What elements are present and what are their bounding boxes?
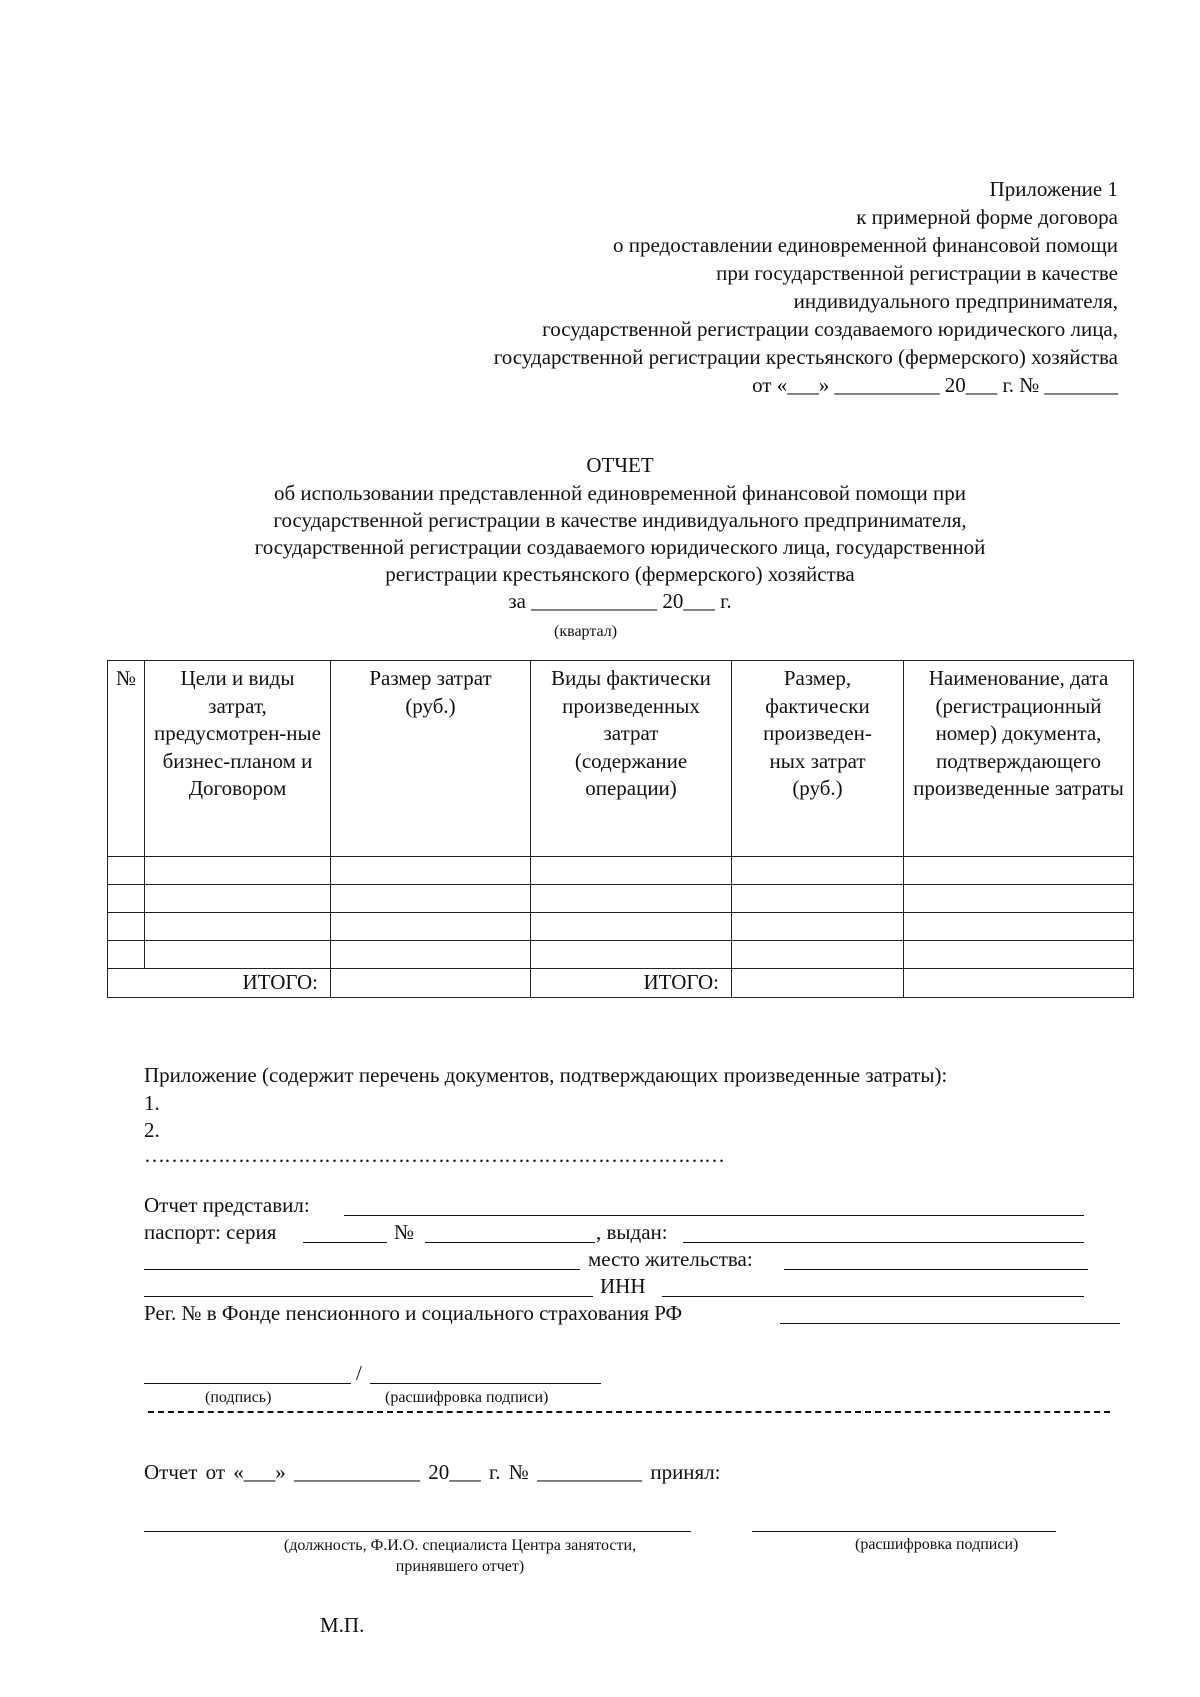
table-cell[interactable] [331,913,531,941]
residence-label: место жительства: [588,1247,753,1271]
table-cell[interactable] [331,885,531,913]
column-header: Наименование, дата (регистрационный номер) документа, подтверждающего произведенные затраты [904,661,1134,857]
presented-field[interactable] [344,1215,1084,1216]
inn-field[interactable] [662,1296,1084,1297]
column-header: Виды фактически произведенных затрат (содержание операции) [531,661,732,857]
appendix-item: 2. [144,1118,160,1142]
title-line: об использовании представленной единовременной финансовой помощи при [273,481,967,505]
expenses-table [107,660,1134,998]
signature-caption: (подпись) [205,1389,272,1406]
total-label: ИТОГО: [531,969,732,998]
passport-series-label: паспорт: серия [144,1220,277,1244]
inn-label: ИНН [600,1274,646,1298]
table-cell[interactable] [531,857,732,885]
acceptance-line: Отчет от «___» ____________ 20___ г. № __________ принял: [144,1460,721,1484]
pension-fund-reg-label: Рег. № в Фонде пенсионного и социального страхования РФ [144,1301,683,1325]
header-line: при государственной регистрации в качестве [716,261,1118,285]
specialist-decoding-field[interactable] [752,1531,1056,1532]
table-cell[interactable] [145,885,331,913]
header-line: о предоставлении единовременной финансовой помощи [613,233,1118,257]
title-line: регистрации крестьянского (фермерского) хозяйства [385,562,855,586]
table-cell[interactable] [145,941,331,969]
table-row [108,857,1134,885]
period-caption: (квартал) [554,623,618,640]
residence-field[interactable] [784,1269,1088,1270]
appendix-dots: …………………………………………………………………………… [144,1143,724,1167]
header-line: индивидуального предпринимателя, [793,289,1118,313]
column-header: Размер затрат (руб.) [331,661,531,857]
table-cell[interactable] [732,913,904,941]
table-cell[interactable] [904,969,1134,998]
passport-series-field[interactable] [303,1242,387,1243]
specialist-decoding-caption: (расшифровка подписи) [855,1536,1019,1553]
title-line: государственной регистрации создаваемого юридического лица, государственной [254,535,986,559]
table-cell[interactable] [108,941,145,969]
passport-number-field[interactable] [425,1242,595,1243]
report-period: за ____________ 20___ г. [508,589,732,613]
appendix-header [358,175,1118,399]
report-heading: ОТЧЕТ [586,453,654,477]
total-label: ИТОГО: [108,969,331,998]
cut-line-divider [148,1411,1110,1413]
presented-label: Отчет представил: [144,1193,310,1217]
table-cell[interactable] [732,885,904,913]
appendix-item: 1. [144,1091,160,1115]
table-row [108,913,1134,941]
table-header-row [108,661,1134,857]
signature-decoding-field[interactable] [370,1383,601,1384]
table-cell[interactable] [108,857,145,885]
table-cell[interactable] [108,913,145,941]
specialist-caption-line: принявшего отчет) [395,1558,525,1575]
report-title-block [120,452,1120,615]
header-line: государственной регистрации создаваемого юридического лица, [542,317,1118,341]
table-cell[interactable] [732,857,904,885]
passport-number-label: № [394,1220,415,1244]
residence-extra-field[interactable] [144,1296,593,1297]
column-header: № [108,661,145,857]
header-line: Приложение 1 [989,177,1118,201]
table-cell[interactable] [904,885,1134,913]
header-line: от «___» __________ 20___ г. № _______ [752,373,1118,397]
appendix-intro: Приложение (содержит перечень документов, подтверждающих произведенные затраты): [144,1063,948,1087]
table-cell[interactable] [145,857,331,885]
header-line: государственной регистрации крестьянского (фермерского) хозяйства [493,345,1118,369]
signature-field[interactable] [144,1383,351,1384]
column-header: Размер, фактически произведен-ных затрат (руб.) [732,661,904,857]
header-line: к примерной форме договора [856,205,1118,229]
table-cell[interactable] [904,857,1134,885]
table-cell[interactable] [145,913,331,941]
table-cell[interactable] [531,941,732,969]
issued-label: , выдан: [596,1220,668,1244]
decoding-caption: (расшифровка подписи) [385,1389,549,1406]
table-cell[interactable] [331,857,531,885]
table-cell[interactable] [331,941,531,969]
column-header: Цели и виды затрат, предусмотрен-ные бизнес-планом и Договором [145,661,331,857]
specialist-field[interactable] [144,1531,691,1532]
issued-field[interactable] [683,1242,1084,1243]
title-line: государственной регистрации в качестве индивидуального предпринимателя, [273,508,967,532]
specialist-caption-line: (должность, Ф.И.О. специалиста Центра занятости, [283,1537,637,1554]
table-cell[interactable] [108,885,145,913]
total-actual-cell[interactable] [732,969,904,998]
total-cost-cell[interactable] [331,969,531,998]
passport-extra-field[interactable] [144,1269,580,1270]
specialist-caption [230,1535,690,1577]
table-row [108,941,1134,969]
pension-fund-reg-field[interactable] [780,1323,1120,1324]
table-cell[interactable] [531,913,732,941]
signature-slash: / [356,1361,362,1385]
table-total-row [108,969,1134,998]
table-cell[interactable] [531,885,732,913]
stamp-place: М.П. [320,1613,365,1637]
table-cell[interactable] [732,941,904,969]
table-cell[interactable] [904,913,1134,941]
table-cell[interactable] [904,941,1134,969]
table-row [108,885,1134,913]
